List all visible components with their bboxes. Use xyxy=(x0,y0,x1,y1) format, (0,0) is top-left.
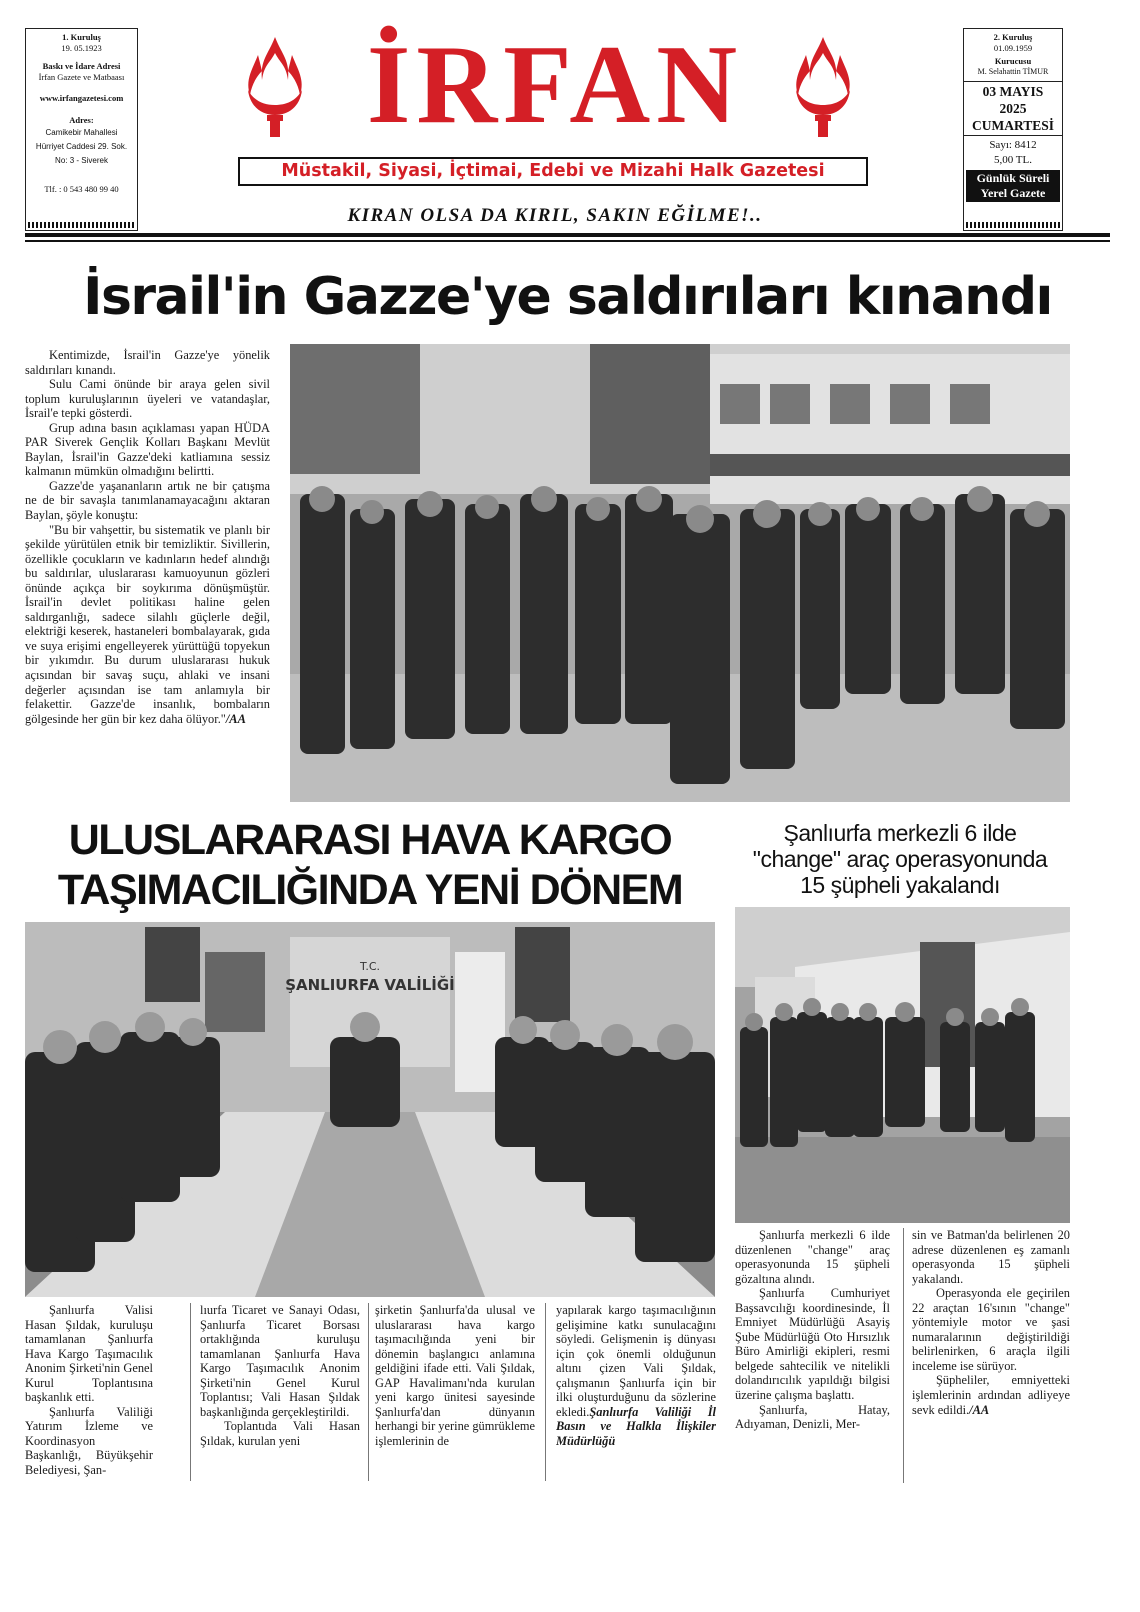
story1-paragraph: Grup adına basın açıklaması yapan HÜDA PAR Siverek Gençlik Kolları Başkanı Mevlüt Baylan, İsrail'in Gazze'deki katliamına sessiz kalmanın mümkün olmadığını belirtti. xyxy=(25,420,270,479)
press-value: İrfan Gazete ve Matbaası xyxy=(38,71,125,82)
story3-headline-line-1: Şanlıurfa merkezli 6 ilde xyxy=(783,820,1017,846)
address-line-3: No: 3 - Siverek xyxy=(55,155,108,165)
founder-name: M. Selahattin TİMUR xyxy=(977,66,1049,76)
story3-headline-line-2: "change" araç operasyonunda xyxy=(752,846,1048,872)
story2-paragraph xyxy=(556,1303,716,1448)
protest-photo xyxy=(290,344,1070,802)
story2-source: Şanlıurfa Valiliği İl Basın ve Halkla İlişkiler Müdürlüğü xyxy=(556,1404,716,1448)
story1-body xyxy=(25,348,270,806)
story1-paragraph: Kentimizde, İsrail'in Gazze'ye yönelik saldırıları kınandı. xyxy=(25,348,270,377)
story3-headline-line-3: 15 şüpheli yakalandı xyxy=(800,872,1000,898)
price: 5,00 TL. xyxy=(994,153,1032,166)
story3-paragraph: Operasyonda ele geçirilen 22 araçtan 16'sının "change" yöntemiyle motor ve şasi numaralarının değiştirildiği belirlenirken, 6 araçla ilgili inceleme ise sürüyor. xyxy=(912,1286,1070,1373)
story3-paragraph: sin ve Batman'da belirlenen 20 adrese düzenlenen eş zamanlı operasyonda 15 şüpheli yakalandı. xyxy=(912,1228,1070,1286)
date-day: 03 MAYIS xyxy=(982,83,1044,99)
founder-label: Kurucusu xyxy=(994,56,1032,67)
second-founding-date: 01.09.1959 xyxy=(993,42,1033,53)
box-stripe xyxy=(966,222,1060,228)
story2-column-2 xyxy=(200,1303,360,1483)
story1-paragraph: Sulu Cami önünde bir araya gelen sivil toplum kuruluşlarının üyeleri ve vatandaşlar, İsrail'e tepki gösterdi. xyxy=(25,377,270,421)
story2-paragraph: Şanlıurfa Valisi Hasan Şıldak, kuruluşu tamamlanan Şanlıurfa Hava Kargo Taşımacılık Anonim Şirketi'nin Genel Kurul Toplantısına başkanlık etti. xyxy=(25,1303,153,1405)
story3-paragraph: Şanlıurfa, Hatay, Adıyaman, Denizli, Mer- xyxy=(735,1402,890,1432)
story3-paragraph: Şanlıurfa merkezli 6 ilde düzenlenen "change" araç operasyonunda 15 şüpheli gözaltına alındı. xyxy=(735,1228,890,1286)
story2-paragraph: Şanlıurfa Valiliği Yatırım İzleme ve Koordinasyon Başkanlığı, Büyükşehir Belediyesi, Şan- xyxy=(25,1404,153,1478)
address-label: Adres: xyxy=(69,115,94,126)
story2-paragraph: Toplantıda Vali Hasan Şıldak, kurulan yeni xyxy=(200,1419,360,1448)
story2-column-3 xyxy=(375,1303,535,1483)
story2-column-1 xyxy=(25,1303,153,1483)
date-year: 2025 xyxy=(999,100,1027,116)
story3-paragraph xyxy=(912,1373,1070,1417)
story1-paragraph xyxy=(25,523,270,727)
story3-source: /AA xyxy=(969,1402,990,1417)
column-divider xyxy=(903,1228,904,1483)
masthead-subtitle: Müstakil, Siyasi, İçtimai, Edebi ve Mizahi Halk Gazetesi xyxy=(238,157,868,186)
founding-date: 19. 05.1923 xyxy=(61,42,102,53)
website: www.irfangazetesi.com xyxy=(39,92,124,103)
column-divider xyxy=(190,1303,191,1481)
phone: Tlf. : 0 543 480 99 40 xyxy=(44,183,119,194)
story3-column-2 xyxy=(912,1228,1070,1486)
founding-label: 1. Kuruluş xyxy=(62,32,101,42)
second-founding-label: 2. Kuruluş xyxy=(993,32,1033,42)
story3-closing-text: Şüpheliler, emniyetteki işlemlerinin ardından adliyeye sevk edildi. xyxy=(912,1373,1070,1417)
photo-sign-tc: T.C. xyxy=(359,960,381,973)
story1-headline: İsrail'in Gazze'ye saldırıları kınandı xyxy=(83,267,1052,327)
story1-quote: "Bu bir vahşettir, bu sistematik ve planlı bir şekilde yürütülen etnik bir temizliktir. Sivillerin, özellikle çocukların ve kadınların hedef alındığı bu saldırılar, uluslararası kamuoyunun gözleri önünde açıkça bir soykırıma dönüşmüştür. İsrail'in devlet politikası haline gelen saldırganlığı, sadece silahlı güçlerle değil, elektriği keserek, hastaneleri bombalayarak, gıda ve suya erişimi engelleyerek yürüttüğü topyekun bir yıkımdır. Bu durum uluslararası hukuk açısından bir savaş suçu, ahlaki ve insani değerler açısından ise tam anlamıyla bir felakettir. Gazze'de insanlık, bombaların gölgesinde her gün bir kez daha ölüyor." xyxy=(25,522,270,726)
date-block xyxy=(964,81,1062,136)
date-weekday: CUMARTESİ xyxy=(971,117,1055,133)
story2-closing-text: yapılarak kargo taşımacılığının gelişimine katkı sunulacağını söyledi. Gelişmenin iş dünyası için çok önemli olduğunun altını çizen Vali Şıldak, çalışmanın Şanlıurfa için bir ilki oluşturduğunu da sözlerine ekledi. xyxy=(556,1303,716,1419)
periodicity-line-2: Yerel Gazete xyxy=(980,185,1046,200)
photo-sign-valilik: ŞANLIURFA VALİLİĞİ xyxy=(285,976,455,994)
newspaper-title: İRFAN xyxy=(366,23,744,147)
story3-column-1 xyxy=(735,1228,890,1486)
periodicity-line-1: Günlük Süreli xyxy=(976,170,1050,185)
masthead-motto: KIRAN OLSA DA KIRIL, SAKIN EĞİLME!.. xyxy=(347,205,763,226)
story3-paragraph: Şanlıurfa Cumhuriyet Başsavcılığı koordinesinde, İl Emniyet Müdürlüğü Asayiş Şube Müdürlüğü Oto Hırsızlık Büro Amirliği ekipleri, resmi belgede sahtecilik ve nitelikli dolandırıcılık yapıldığı bilgisi üzerine çalışma başlattı. xyxy=(735,1286,890,1403)
right-info-box xyxy=(963,28,1063,231)
periodicity-badge xyxy=(966,170,1060,202)
story2-paragraph: şirketin Şanlıurfa'da ulusal ve uluslararası hava kargo taşımacılığında yeni bir dönemin başlangıcı anlamına geldiğini ifade etti. Vali Şıldak, GAP Havalimanı'nda kurulan yeni kargo ünitesi sayesinde Şanlıurfa'dan dünyanın herhangi bir yerine gümrükleme işlemlerinin de xyxy=(375,1303,535,1448)
story2-column-4 xyxy=(556,1303,716,1483)
story2-headline-line-2: TAŞIMACILIĞINDA YENİ DÖNEM xyxy=(57,866,683,914)
press-label: Baskı ve İdare Adresi xyxy=(42,61,121,72)
police-operation-photo xyxy=(735,907,1070,1223)
address-line-1: Camikebir Mahallesi xyxy=(45,127,118,137)
header-rule-thin xyxy=(25,240,1110,242)
story1-paragraph: Gazze'de yaşananların artık ne bir çatışma ne de bir savaşla tanımlanamayacağını aktaran Baylan, şöyle konuştu: xyxy=(25,478,270,523)
address-line-2: Hürriyet Caddesi 29. Sok. xyxy=(35,141,128,151)
story2-paragraph: lıurfa Ticaret ve Sanayi Odası, Şanlıurfa Ticaret Borsası ortaklığında kuruluşu tamamlanan Şanlıurfa Hava Kargo Taşımacılık Anonim Şirketi'nin Genel Kurul Toplantısı; Vali Hasan Şıldak başkanlığında gerçekleştirildi. xyxy=(200,1303,360,1419)
governor-meeting-photo xyxy=(25,922,715,1297)
header-rule xyxy=(25,233,1110,237)
story2-headline-line-1: ULUSLARARASI HAVA KARGO xyxy=(68,816,672,864)
box-stripe xyxy=(28,222,135,228)
story1-source: /AA xyxy=(225,711,246,726)
issue-number: Sayı: 8412 xyxy=(989,138,1037,151)
column-divider xyxy=(545,1303,546,1481)
column-divider xyxy=(368,1303,369,1481)
left-info-box xyxy=(25,28,138,231)
masthead xyxy=(245,23,865,147)
